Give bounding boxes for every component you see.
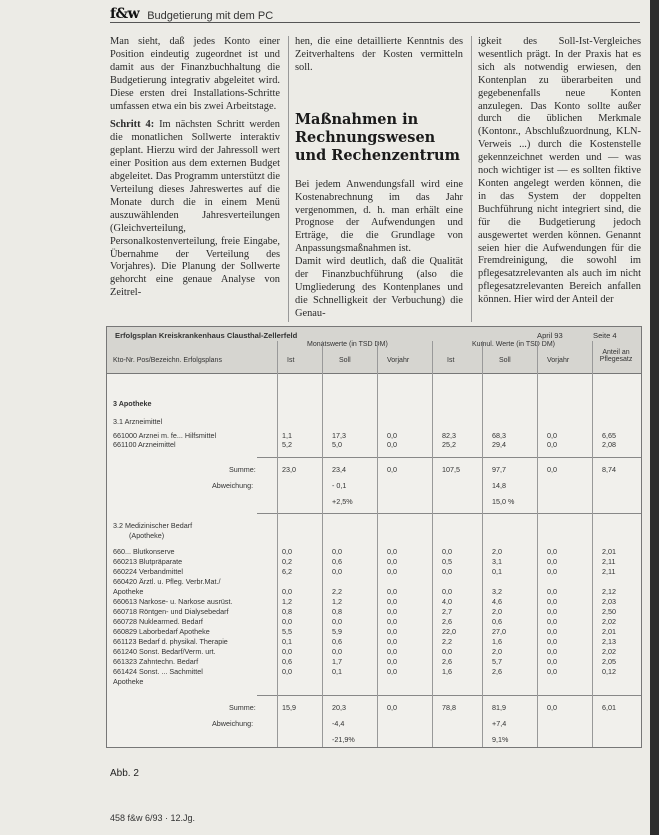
step-label: Schritt 4:: [110, 119, 155, 131]
cell: 78,8: [442, 703, 456, 712]
table-cell: 0,0: [387, 547, 397, 556]
table-row: [107, 627, 641, 636]
table-row: [107, 557, 641, 566]
table-cell: 2,02: [602, 617, 616, 626]
page-footer: 458 f&w 6/93 · 12.Jg.: [110, 813, 196, 823]
cell: 3 Apotheke: [113, 399, 152, 408]
cell: 3.1 Arzneimittel: [113, 417, 163, 426]
table-cell: 6,2: [282, 567, 292, 576]
column-rule: [288, 36, 289, 322]
table-cell: 2,11: [602, 567, 616, 576]
table-row: [107, 637, 641, 646]
table-cell: 0,0: [332, 647, 342, 656]
running-title: Budgetierung mit dem PC: [147, 10, 274, 22]
figure-table: [106, 326, 642, 748]
table-cell: 660... Blutkonserve: [113, 547, 175, 556]
table-cell: 661123 Bedarf d. physikal. Therapie: [113, 637, 228, 646]
table-cell: 0,0: [282, 547, 292, 556]
table-cell: 3,2: [492, 587, 502, 596]
cell: 3.2 Medizinischer Bedarf: [113, 521, 193, 530]
table-cell: 0,0: [547, 627, 557, 636]
cell: +2,5%: [332, 497, 353, 506]
table-cell: 68,3: [492, 431, 506, 440]
table-cell: 5,7: [492, 657, 502, 666]
table-cell: 0,6: [282, 657, 292, 666]
column-divider: [592, 341, 593, 747]
table-cell: Apotheke: [113, 677, 144, 686]
table-cell: 661323 Zahntechn. Bedarf: [113, 657, 199, 666]
table-cell: 0,0: [547, 431, 557, 440]
table-cell: 0,0: [387, 617, 397, 626]
paragraph: Man sieht, daß jedes Konto einer Position eindeutig zugeordnet ist und damit aus der Finanzbuchhaltung die Budgetierung integrativ abgeleitet wird. Diese ersten drei Installations-Schritte umfassen etwa ein bis zwei Arbeitstage.: [110, 36, 280, 112]
column-divider: [322, 341, 323, 747]
table-cell: 2,7: [442, 607, 452, 616]
table-cell: 660728 Nuklearmed. Bedarf: [113, 617, 203, 626]
table-cell: 2,0: [492, 647, 502, 656]
row-rule: [257, 457, 641, 458]
cell: - 0,1: [332, 481, 347, 490]
table-cell: 4,6: [492, 597, 502, 606]
table-cell: 0,0: [547, 440, 557, 449]
table-cell: 0,0: [442, 547, 452, 556]
column-header: Soll: [499, 357, 511, 364]
table-cell: 0,0: [282, 647, 292, 656]
table-row: [107, 431, 641, 440]
table-cell: 0,0: [282, 587, 292, 596]
column-divider: [277, 341, 278, 747]
table-cell: 2,50: [602, 607, 616, 616]
table-month: April 93: [537, 331, 563, 340]
table-cell: 0,0: [547, 647, 557, 656]
text-column-3: [478, 36, 641, 307]
group-header-cumulative: Kumul. Werte (in TSD DM): [472, 341, 555, 348]
cell: +7,4: [492, 719, 507, 728]
table-cell: 661424 Sonst. ... Sachmittel: [113, 667, 203, 676]
cell: 15,0 %: [492, 497, 515, 506]
section-heading: Maßnahmen in Rechnungswesen und Rechenzentrum: [295, 110, 460, 164]
table-cell: 5,9: [332, 627, 342, 636]
table-cell: 2,03: [602, 597, 616, 606]
table-cell: 0,0: [442, 587, 452, 596]
table-cell: 0,0: [387, 587, 397, 596]
table-cell: 0,0: [387, 607, 397, 616]
section-label: [107, 521, 641, 530]
column-header: Kto-Nr. Pos/Bezeichn. Erfolgsplans: [113, 357, 222, 364]
table-cell: 0,6: [332, 557, 342, 566]
table-cell: 17,3: [332, 431, 346, 440]
table-cell: 0,2: [282, 557, 292, 566]
table-cell: 2,6: [442, 617, 452, 626]
table-cell: 0,0: [547, 667, 557, 676]
table-row: [107, 440, 641, 449]
column-header: Anteil an Pflegesatz: [599, 349, 633, 363]
cell: 97,7: [492, 465, 506, 474]
column-header: Vorjahr: [387, 357, 410, 364]
table-title: Erfolgsplan Kreiskrankenhaus Clausthal-Zellerfeld: [115, 331, 298, 340]
deviation-cell: [107, 481, 641, 490]
table-cell: 6,65: [602, 431, 616, 440]
table-cell: 5,0: [332, 440, 342, 449]
table-cell: 0,0: [547, 637, 557, 646]
table-cell: 0,8: [282, 607, 292, 616]
running-header: [110, 6, 273, 22]
paragraph: igkeit des Soll-Ist-Vergleiches wesentlich prägt. In der Praxis hat es sich als notwendig erwiesen, den Kontenplan zu überarbeiten und gegebenenfalls neue Konten anzulegen. Das Konto sollte außer durch die üblichen Merkmale (Kontonr., Abschlußzuordnung, KLN-Verweis ...) durch die Kostenstelle gekennzeichnet werden und — was noch wichtiger ist — es sollten fiktive Konten angelegt werden können, die in das System der doppelten Buchführung nicht integriert sind, die für die Budgetierung jedoch ausgewertet werden können. Genannt seien hier die Aufwendungen für die Fremdreinigung, die sowohl im pflegesatzrelevanten als auch im nicht pflegesatzrelevanten Bereich anfallen können. Hier wird der Anteil der: [478, 36, 641, 306]
table-cell: 2,01: [602, 547, 616, 556]
cell: 8,74: [602, 465, 616, 474]
table-cell: 2,05: [602, 657, 616, 666]
paragraph: [110, 119, 280, 300]
table-cell: 0,6: [492, 617, 502, 626]
table-cell: 0,0: [547, 587, 557, 596]
table-cell: 0,0: [332, 547, 342, 556]
table-cell: 0,0: [387, 557, 397, 566]
column-divider: [537, 341, 538, 747]
table-cell: 2,13: [602, 637, 616, 646]
table-cell: 0,0: [387, 597, 397, 606]
table-cell: 1,6: [492, 637, 502, 646]
column-rule: [471, 36, 472, 322]
cell: 81,9: [492, 703, 506, 712]
cell: 15,9: [282, 703, 296, 712]
table-cell: 27,0: [492, 627, 506, 636]
table-cell: 660224 Verbandmittel: [113, 567, 183, 576]
column-divider: [432, 341, 433, 747]
column-header: Ist: [287, 357, 295, 364]
table-cell: 0,0: [547, 547, 557, 556]
table-cell: 0,5: [442, 557, 452, 566]
table-cell: 0,0: [282, 667, 292, 676]
table-cell: 2,6: [492, 667, 502, 676]
text-column-1: [110, 36, 280, 300]
cell: 0,0: [547, 465, 557, 474]
table-cell: 2,2: [332, 587, 342, 596]
table-row: [107, 647, 641, 656]
table-cell: 2,11: [602, 557, 616, 566]
journal-logo: f&w: [110, 6, 140, 22]
table-cell: 2,0: [492, 607, 502, 616]
scan-edge: [650, 0, 659, 835]
column-divider: [482, 341, 483, 747]
cell: 20,3: [332, 703, 346, 712]
table-cell: 2,2: [442, 637, 452, 646]
table-cell: 0,0: [547, 597, 557, 606]
table-cell: 0,0: [387, 627, 397, 636]
paragraph: hen, die eine detaillierte Kenntnis des Zeitverhaltens der Kosten vermitteln soll.: [295, 36, 463, 73]
table-cell: 1,2: [332, 597, 342, 606]
cell: -4,4: [332, 719, 345, 728]
table-cell: 660213 Blutpräparate: [113, 557, 183, 566]
table-row: [107, 677, 641, 686]
table-cell: 0,0: [547, 657, 557, 666]
table-cell: 1,6: [442, 667, 452, 676]
table-row: [107, 547, 641, 556]
figure-label: Abb. 2: [110, 768, 139, 779]
table-cell: 0,0: [387, 567, 397, 576]
sum-cell: [107, 703, 641, 712]
table-cell: 1,7: [332, 657, 342, 666]
table-page: Seite 4: [593, 331, 617, 340]
table-cell: 660718 Röntgen- und Dialysebedarf: [113, 607, 229, 616]
table-cell: 0,12: [602, 667, 616, 676]
cell: 0,0: [387, 703, 397, 712]
text-column-2: [295, 36, 463, 321]
group-header-monthly: Monatswerte (in TSD DM): [307, 341, 388, 348]
table-cell: 0,8: [332, 607, 342, 616]
cell: 0,0: [547, 703, 557, 712]
table-cell: 4,0: [442, 597, 452, 606]
cell: 0,0: [387, 465, 397, 474]
table-cell: 0,0: [332, 567, 342, 576]
section-label: [107, 399, 641, 408]
table-cell: 2,01: [602, 627, 616, 636]
table-cell: 0,1: [282, 637, 292, 646]
deviation-cell: [107, 735, 641, 744]
cell: Summe:: [229, 703, 256, 712]
cell: 6,01: [602, 703, 616, 712]
header-rule: [110, 22, 640, 23]
cell: 107,5: [442, 465, 460, 474]
table-cell: 0,1: [332, 667, 342, 676]
table-cell: 0,0: [387, 657, 397, 666]
table-cell: 661240 Sonst. Bedarf/Verm. urt.: [113, 647, 216, 656]
sum-cell: [107, 465, 641, 474]
table-cell: 0,1: [492, 567, 502, 576]
table-cell: 2,12: [602, 587, 616, 596]
table-cell: 3,1: [492, 557, 502, 566]
table-cell: 0,6: [332, 637, 342, 646]
section-label: [107, 417, 641, 426]
column-header: Soll: [339, 357, 351, 364]
table-cell: 0,0: [547, 607, 557, 616]
cell: (Apotheke): [129, 531, 165, 540]
deviation-cell: [107, 719, 641, 728]
table-cell: 0,0: [387, 431, 397, 440]
table-cell: 0,0: [387, 637, 397, 646]
table-cell: 0,0: [442, 567, 452, 576]
table-cell: 660829 Laborbedarf Apotheke: [113, 627, 210, 636]
table-row: [107, 607, 641, 616]
table-cell: 2,6: [442, 657, 452, 666]
table-cell: 661100 Arzneimittel: [113, 440, 176, 449]
paragraph: Damit wird deutlich, daß die Qualität der Finanzbuchführung (also die Umgliederung des Kontenplanes und die Schnelligkeit der Verbuchung) die Genau-: [295, 256, 463, 319]
cell: Abweichung:: [212, 481, 254, 490]
table-cell: 5,2: [282, 440, 292, 449]
section-label: [107, 531, 641, 540]
table-cell: 0,0: [282, 617, 292, 626]
paragraph: Bei jedem Anwendungsfall wird eine Kostenabrechnung im das Jahr vergenommen, d. h. man erhält eine Prognose der Aufwendungen und Erträge, die die Grundlage von Anpassungsmaßnahmen ist.: [295, 178, 463, 255]
table-cell: 2,0: [492, 547, 502, 556]
cell: 14,8: [492, 481, 506, 490]
table-cell: 661000 Arznei m. fe... Hilfsmittel: [113, 431, 217, 440]
table-cell: 22,0: [442, 627, 456, 636]
table-cell: 0,0: [332, 617, 342, 626]
cell: Summe:: [229, 465, 256, 474]
table-cell: 2,08: [602, 440, 616, 449]
table-cell: 5,5: [282, 627, 292, 636]
table-cell: 0,0: [387, 647, 397, 656]
cell: 23,4: [332, 465, 346, 474]
cell: 23,0: [282, 465, 296, 474]
table-row: [107, 587, 641, 596]
column-divider: [377, 341, 378, 747]
deviation-cell: [107, 497, 641, 506]
table-cell: 1,2: [282, 597, 292, 606]
cell: 9,1%: [492, 735, 509, 744]
table-row: [107, 577, 641, 586]
table-cell: Apotheke: [113, 587, 144, 596]
table-cell: 25,2: [442, 440, 456, 449]
column-header: Ist: [447, 357, 455, 364]
table-cell: 82,3: [442, 431, 456, 440]
cell: -21,9%: [332, 735, 355, 744]
table-cell: 0,0: [547, 617, 557, 626]
table-cell: 29,4: [492, 440, 506, 449]
table-row: [107, 617, 641, 626]
cell: Abweichung:: [212, 719, 254, 728]
table-cell: 0,0: [387, 667, 397, 676]
table-cell: 660420 Ärztl. u. Pfleg. Verbr.Mat./: [113, 577, 221, 586]
row-rule: [257, 695, 641, 696]
table-cell: 0,0: [547, 567, 557, 576]
table-cell: 1,1: [282, 431, 292, 440]
table-cell: 2,02: [602, 647, 616, 656]
table-cell: 0,0: [442, 647, 452, 656]
table-cell: 0,0: [547, 557, 557, 566]
row-rule: [257, 513, 641, 514]
column-header: Vorjahr: [547, 357, 570, 364]
table-row: [107, 597, 641, 606]
paragraph-text: Im nächsten Schritt werden die monatlichen Sollwerte interaktiv geplant. Hierzu wird der Jahressoll wert einer Position aus dem externen Budget abgeleitet. Das Programm unterstützt die Verteilung dieses Jahreswertes auf die Monate durch die in einem Menü auszuwählenden Jahresverteilungen (Gleichverteilung, Personalkostenverteilung, freie Eingabe, Übernahme der Verteilung des Vorjahres). Die Planung der Sollwerte gehorcht eine genaue Analyse von Zeitrel-: [110, 119, 280, 299]
table-cell: 660613 Narkose- u. Narkose ausrüst.: [113, 597, 233, 606]
table-row: [107, 567, 641, 576]
table-row: [107, 667, 641, 676]
table-cell: 0,0: [387, 440, 397, 449]
table-row: [107, 657, 641, 666]
